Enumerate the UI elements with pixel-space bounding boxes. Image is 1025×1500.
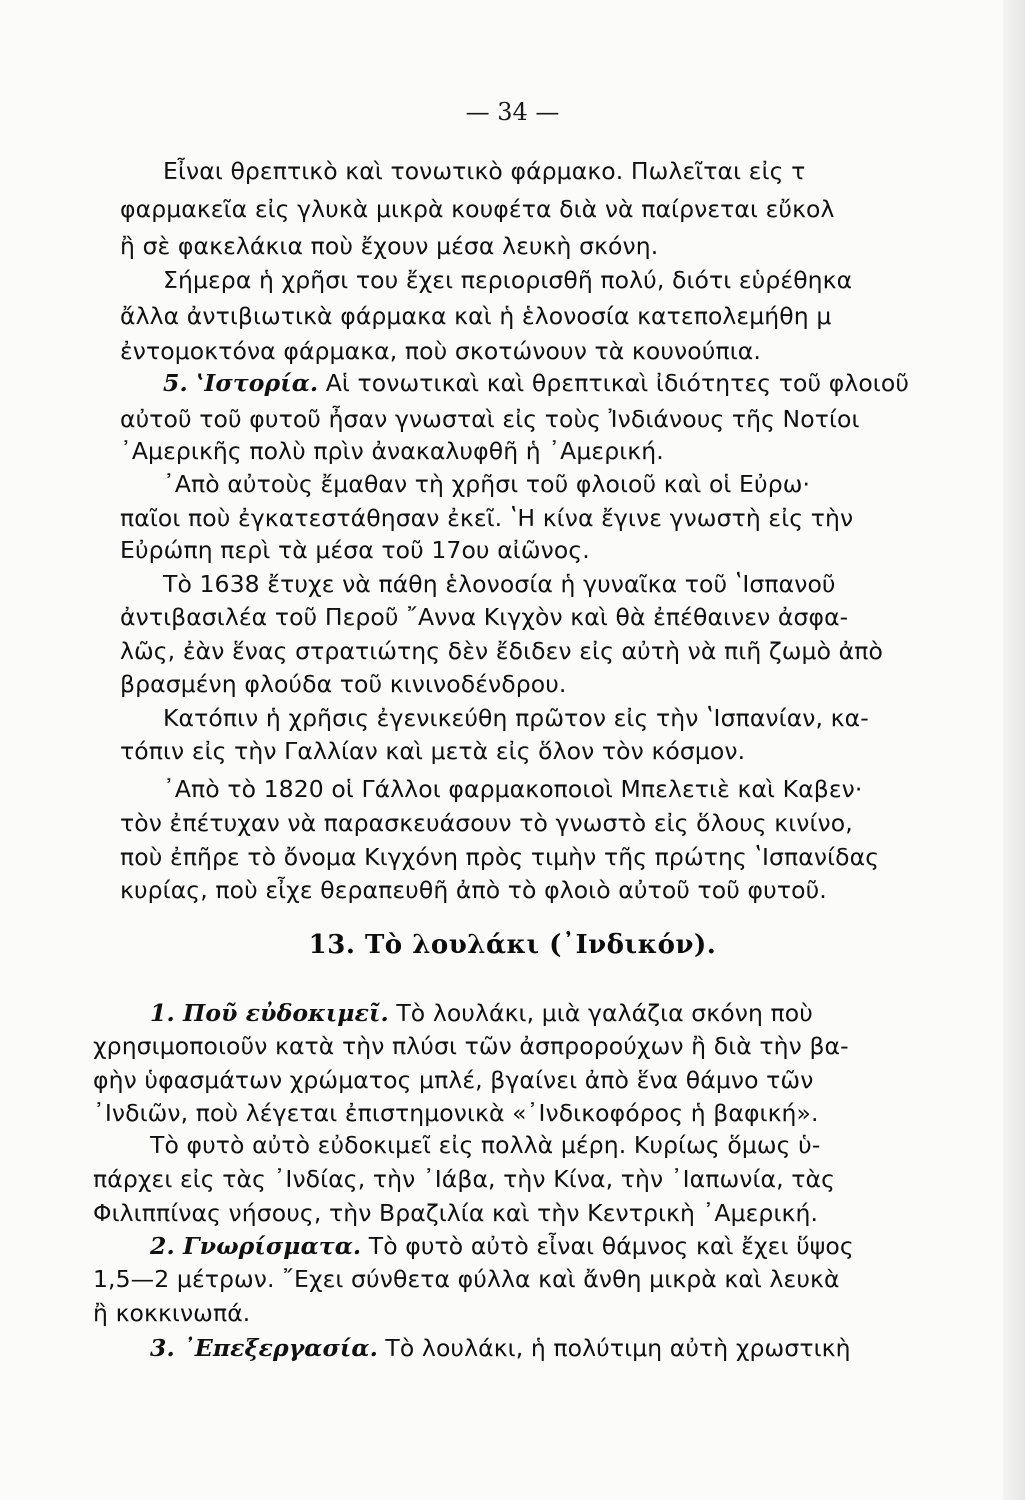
- text-line: 1,5—2 μέτρων. ῎Εχει σύνθετα φύλλα καὶ ἄνθη μικρὰ καὶ λευκὰ: [93, 1265, 840, 1293]
- text-line: ᾿Απὸ τὸ 1820 οἱ Γάλλοι φαρμακοποιοὶ Μπελετιὲ καὶ Καβεν·: [163, 775, 863, 803]
- text-line: Εἶναι θρεπτικὸ καὶ τονωτικὸ φάρμακο. Πωλεῖται εἰς τ: [163, 157, 806, 185]
- text-line: ᾿Ινδιῶν, ποὺ λέγεται ἐπιστημονικὰ «᾿Ινδικοφόρος ἡ βαφική».: [93, 1099, 819, 1127]
- text-line: Φιλιππίνας νήσους, τὴν Βραζιλία καὶ τὴν Κεντρικὴ ᾿Αμερική.: [93, 1199, 819, 1227]
- section-5-first-line: [163, 369, 1003, 397]
- text-line: ἄλλα ἀντιβιωτικὰ φάρμακα καὶ ἡ ἑλονοσία κατεπολεμήθη μ: [120, 302, 832, 330]
- text-line: αὐτοῦ τοῦ φυτοῦ ἦσαν γνωσταὶ εἰς τοὺς Ἰνδιάνους τῆς Νοτίοι: [120, 405, 860, 433]
- page-edge-shadow: [1003, 0, 1025, 1500]
- text-line: Τὸ λουλάκι, ἡ πολύτιμη αὐτὴ χρωστικὴ: [377, 1334, 851, 1362]
- text-line: λῶς, ἐὰν ἕνας στρατιώτης δὲν ἔδιδεν εἰς αὐτὴ νὰ πιῆ ζωμὸ ἀπὸ: [120, 637, 883, 665]
- text-line: Αἱ τονωτικαὶ καὶ θρεπτικαὶ ἰδιότητες τοῦ φλοιοῦ: [318, 369, 910, 397]
- text-line: ἀντιβασιλέα τοῦ Περοῦ ῎Αννα Κιγχὸν καὶ θὰ ἐπέθαινεν ἀσφα-: [120, 603, 849, 631]
- text-line: τὸν ἐπέτυχαν νὰ παρασκευάσουν τὸ γνωστὸ εἰς ὅλους κινίνο,: [120, 809, 853, 837]
- text-line: ἢ σὲ φακελάκια ποὺ ἔχουν μέσα λευκὴ σκόνη.: [120, 232, 659, 260]
- item-2-first-line: [150, 1232, 1003, 1260]
- text-line: Κατόπιν ἡ χρῆσις ἐγενικεύθη πρῶτον εἰς τὴν ʽΙσπανίαν, κα-: [163, 704, 869, 732]
- text-line: ποὺ ἐπῆρε τὸ ὄνομα Κιγχόνη πρὸς τιμὴν τῆς πρώτης ʽΙσπανίδας: [120, 843, 880, 871]
- text-line: πάρχει εἰς τὰς ᾿Ινδίας, τὴν ᾿Ιάβα, τὴν Κίνα, τὴν ᾿Ιαπωνία, τὰς: [93, 1165, 836, 1193]
- text-line: ἢ κοκκινωπά.: [93, 1299, 251, 1327]
- text-line: Τὸ φυτὸ αὐτὸ εἶναι θάμνος καὶ ἔχει ὕψος: [361, 1232, 854, 1260]
- text-line: Τὸ φυτὸ αὐτὸ εὐδοκιμεῖ εἰς πολλὰ μέρη. Κυρίως ὅμως ὑ-: [150, 1131, 821, 1159]
- item-3-label: 3. ᾿Επεξεργασία.: [150, 1334, 378, 1362]
- text-line: ᾿Αμερικῆς πολὺ πρὶν ἀνακαλυφθῆ ἡ ᾿Αμερική.: [120, 437, 664, 465]
- text-line: φαρμακεῖα εἰς γλυκὰ μικρὰ κουφέτα διὰ νὰ παίρνεται εὔκολ: [120, 195, 835, 223]
- text-line: ἐντομοκτόνα φάρμακα, ποὺ σκοτώνουν τὰ κουνούπια.: [120, 337, 761, 365]
- text-line: τόπιν εἰς τὴν Γαλλίαν καὶ μετὰ εἰς ὅλον τὸν κόσμον.: [120, 737, 746, 765]
- item-3-first-line: [150, 1334, 1003, 1362]
- text-line: παῖοι ποὺ ἐγκατεστάθησαν ἐκεῖ. ʽΗ κίνα ἔγινε γνωστὴ εἰς τὴν: [120, 504, 854, 532]
- text-line: ᾿Απὸ αὐτοὺς ἔμαθαν τὴ χρῆσι τοῦ φλοιοῦ καὶ οἱ Εὐρω·: [163, 470, 811, 498]
- text-line: Τὸ 1638 ἔτυχε νὰ πάθη ἑλονοσία ἡ γυναῖκα τοῦ ʽΙσπανοῦ: [163, 570, 836, 598]
- text-line: Τὸ λουλάκι, μιὰ γαλάζια σκόνη ποὺ: [388, 999, 813, 1027]
- text-line: χρησιμοποιοῦν κατὰ τὴν πλύσι τῶν ἀσπρορούχων ἢ διὰ τὴν βα-: [93, 1032, 849, 1060]
- item-2-label: 2. Γνωρίσματα.: [150, 1232, 362, 1260]
- text-line: κυρίας, ποὺ εἶχε θεραπευθῆ ἀπὸ τὸ φλοιὸ αὐτοῦ τοῦ φυτοῦ.: [120, 876, 827, 904]
- text-line: φὴν ὑφασμάτων χρώματος μπλέ, βγαίνει ἀπὸ ἕνα θάμνο τῶν: [93, 1066, 814, 1094]
- page-number: — 34 —: [465, 98, 560, 126]
- item-1-label: 1. Ποῦ εὐδοκιμεῖ.: [150, 999, 389, 1027]
- section-5-label: 5. ʽΙστορία.: [163, 369, 319, 397]
- chapter-heading: 13. Τὸ λουλάκι (᾿Ινδικόν).: [308, 930, 717, 960]
- text-line: Σήμερα ἡ χρῆσι του ἔχει περιορισθῆ πολύ, διότι εὑρέθηκα: [163, 266, 853, 294]
- item-1-first-line: [150, 999, 1003, 1027]
- text-line: βρασμένη φλούδα τοῦ κινινοδένδρου.: [120, 670, 567, 698]
- text-line: Εὐρώπη περὶ τὰ μέσα τοῦ 17ου αἰῶνος.: [120, 536, 590, 564]
